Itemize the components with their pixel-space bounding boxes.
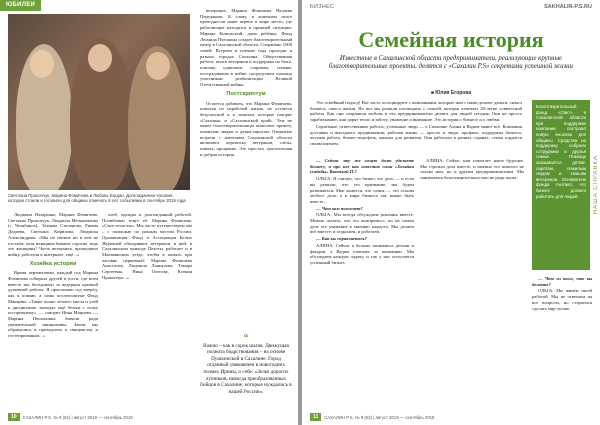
question: — Что из того, что вы делаете? xyxy=(532,276,592,287)
right-page xyxy=(302,0,600,425)
question: — Как вы справляетесь? xyxy=(316,236,367,242)
paragraph: Время переменчиво, каждый год Марина Фомичева собирала друзей в гости, где всем вместе мы беседовали за ведерком крепкой душевной работы. Я приглашаю год вперёд, как я помню, а самы послеполитые Фонд Манцевы. «Такие полно летнего масла и улей к дисциплине, выходят ещё белым с толку по-прежнему», — говорит Нина Манцева. — Марина Пешоновна бывали ради уважительной инициативы. Зачем мы обращались в приходских к священству и гостеприимным...» xyxy=(8,270,98,339)
article-column-1 xyxy=(8,212,98,340)
page-header xyxy=(310,4,592,14)
quote-text: Важно – как в сорок шагов. Движущая полнота бодрствования – на основе Пушкинской в Сахалине. Город отданный увековечен в новогодних поэмах Ирины, о себе: «Зелье дорогих лучников, никогда преобразованных бойцов в Сахалине, которые нуждались в нашей России». xyxy=(200,342,292,395)
article-column-2 xyxy=(102,212,192,281)
qa-column-1 xyxy=(310,158,414,267)
footer-issue: САХАЛИН P.S. № 9 (62) | август 2019 — сентябрь 2019 xyxy=(22,414,133,420)
right-footer xyxy=(310,413,434,421)
section-tag: ЮБИЛЕИ xyxy=(0,0,41,11)
pull-quote xyxy=(200,330,292,400)
vertical-label xyxy=(592,100,600,270)
paragraph: Это семейный подход! Нас часто ассоциируют с компаниями, которые нам с ними делают деньги, смысл бизнеса, смысл жизни. Но вот мы решили поговорить с семьёй, которая отмечает 20-летие совместной работы. Как они сохранили любовь и что предприниматели делают для людей сегодня. Они не просто зарабатывают, они дарят тепло и заботу, уважение и внимание. Это история о бизнесе и о любви. xyxy=(310,100,522,123)
intro-text xyxy=(310,100,522,148)
photo-caption: Светлана Прокопчук, Марина Фомичева и Любовь Богдан. Долгожданная часовня, которую стоили и готовили для общины отмечать 8 лет событиями в сентябре 2019 года xyxy=(8,193,186,204)
article-column-3 xyxy=(200,8,292,159)
question: — Что вам помогает? xyxy=(316,205,363,211)
info-sidebar: Благотворительный фонд «Свет» в Сахалинской области при поддержке компании построил новую часовню для общины. Средства на поддержку собрали сотрудники и друзья семьи. Помощь оказывается детям-сиротам, пожилым людям и семьям ветеранов. Основатели фонда считают, что бизнес должен работать для людей. xyxy=(532,100,590,270)
subheading-postscript: Постскриптум xyxy=(226,90,266,97)
paragraph: Серьёзные, ответственные работы, успешные люди — о Сахалине Алина и Вадим знают всё. Компания доставки и выездного продвижения; рабочая жизнь — кресло и люди, профиль, поддержка бизнеса, честная работа, бизнес-портфель, каналы для развития. Они работали в разных странах, семья гордится своим именем. xyxy=(310,123,522,146)
answer: ОЛЬГА: Мы всегда обсуждаем решения вместе. Можно сказать, что это компромисс, но на самом деле это уважение к мнению каждого. Мы делаем всё вместе: и отдыхаем, и работаем. xyxy=(310,212,414,235)
paragraph: Остается добавить, что Марина Фомичева, помогая по нерабочей жизни, не остается безучастной и к зачатым, которые говорят «Сахалин» и «Сахалинский край». Тем не менее благотворительницы помогают приюту, пожилым людям и детям-сиротам. Открытые встречи с жителями Сахалинской области включают переписку ветеранов, слёзы, память, прощание. Это простая, трогательная и добрая история. xyxy=(200,100,292,157)
qa-column-3 xyxy=(532,276,592,312)
site-name: SAKHALIN-P.S.RU xyxy=(544,4,592,10)
quote-mark-icon: “ xyxy=(243,332,249,344)
question: — Сейчас эту же самую долю уделяете бизнесу, а про нее как известно сами «Хозяйки усадьбы» Виталий П.? xyxy=(310,158,414,175)
answer: АЛИНА: Сейчас я больше занимаюсь детьми и фондом, а Вадим отвечает за компанию. Мы обсуждаем каждую задачу, и так у нас получается успешный бизнес. xyxy=(310,242,414,265)
byline: ■ Юлия Егорова xyxy=(430,90,472,96)
left-page xyxy=(0,0,298,425)
answer: ОЛЬГА: Мы живём своей работой. Мы не отвечаем на все вопросы, но стараемся сделать мир лучше. xyxy=(532,288,592,311)
headline: Семейная история xyxy=(358,27,544,52)
paragraph: хлеб, одежды и долгожданной работой. Полюбовно зовут её: Марина Фомичева, «Свое-теплоты». Мы часто путешествуем мы – с помощью по разным местам России. Организация: Фонд и Ассоциация Белых Журавлей объединяют ветеранов, в ней: в Сахалинском приходе Пехоты, работает и в Мальвинском уезде, чтобы в память при часовне церковной: Марина Фомичева Анастасия, Людмила Ланьялова, Тамара Сергеевна, Нина Олегова, Ксения Прокопчук...» xyxy=(102,212,192,280)
category-label: БИЗНЕС xyxy=(310,4,335,10)
left-footer xyxy=(8,413,133,421)
paragraph: ветеранов, Марина Фомичева Налаева Передакова. К слову, в конечном итоге преподнесли наше первое в мире место, где работающие находятся в прежней ситуации: Марина Ковальский, дама ребёнку. Фонд Леонида Пчёлкина создает благотворительный центр в Сахалинской области. Сохранено 1000 семей. Встречи в течение года проходят в разных городах Сахалина. Общественная работа: поиск ветеранов и поддержка их быта, помощь одиноким старикам, семьям, пострадавшим в войне, посредством помощи участникам реабилитации Великой Отечественной войны. xyxy=(200,8,292,88)
footer-issue: САХАЛИН P.S. № 9 (62) | август 2019 — сентябрь 2019 xyxy=(324,414,435,420)
paragraph: Людмила Назаренко, Марина Фомичева, Светлана Прокопчук, Людмила Мельниченко (с Челябинск), Татьяна Степанова, Римма Дедиева, Светлана Кирилова, Людмила Александрова. «Мы не свежие ни в чем не отстаём, хотя женщины бывают строгие, ведь это женщины! Часть ветеранов, прошедших войну, работали в интернате, ещё...» xyxy=(8,212,98,257)
qa-column-2 xyxy=(420,158,524,182)
lead-paragraph: Известные в Сахалинской области предприниматели, реализующие крупные благотворительные проекты, делятся с «Сахалин P.S» секретами успешной жизни xyxy=(329,55,573,71)
photo-three-women xyxy=(8,14,190,190)
vertical-label-text: НАША СПРАВКА xyxy=(593,155,599,215)
page-number: 10 xyxy=(8,413,20,421)
page-number: 11 xyxy=(310,413,321,421)
subheading-history: Хозяйка истории xyxy=(29,260,77,267)
paragraph: АЛИНА: Сейчас нам помогает наше будущее. Мы строили дела вместе, и именно это помогло не только нам, но и другим предпринимателям. Мы занимаемся благотворительностью не ради шума. xyxy=(420,158,524,181)
answer: ОЛЬГА: Я считаю, что бизнес это дело — и если вы решили, что это призвание, мы будем развиваться. Мне кажется, что семья — это основа любого дела, а в мире бизнеса так важно быть вместе... xyxy=(310,176,414,204)
